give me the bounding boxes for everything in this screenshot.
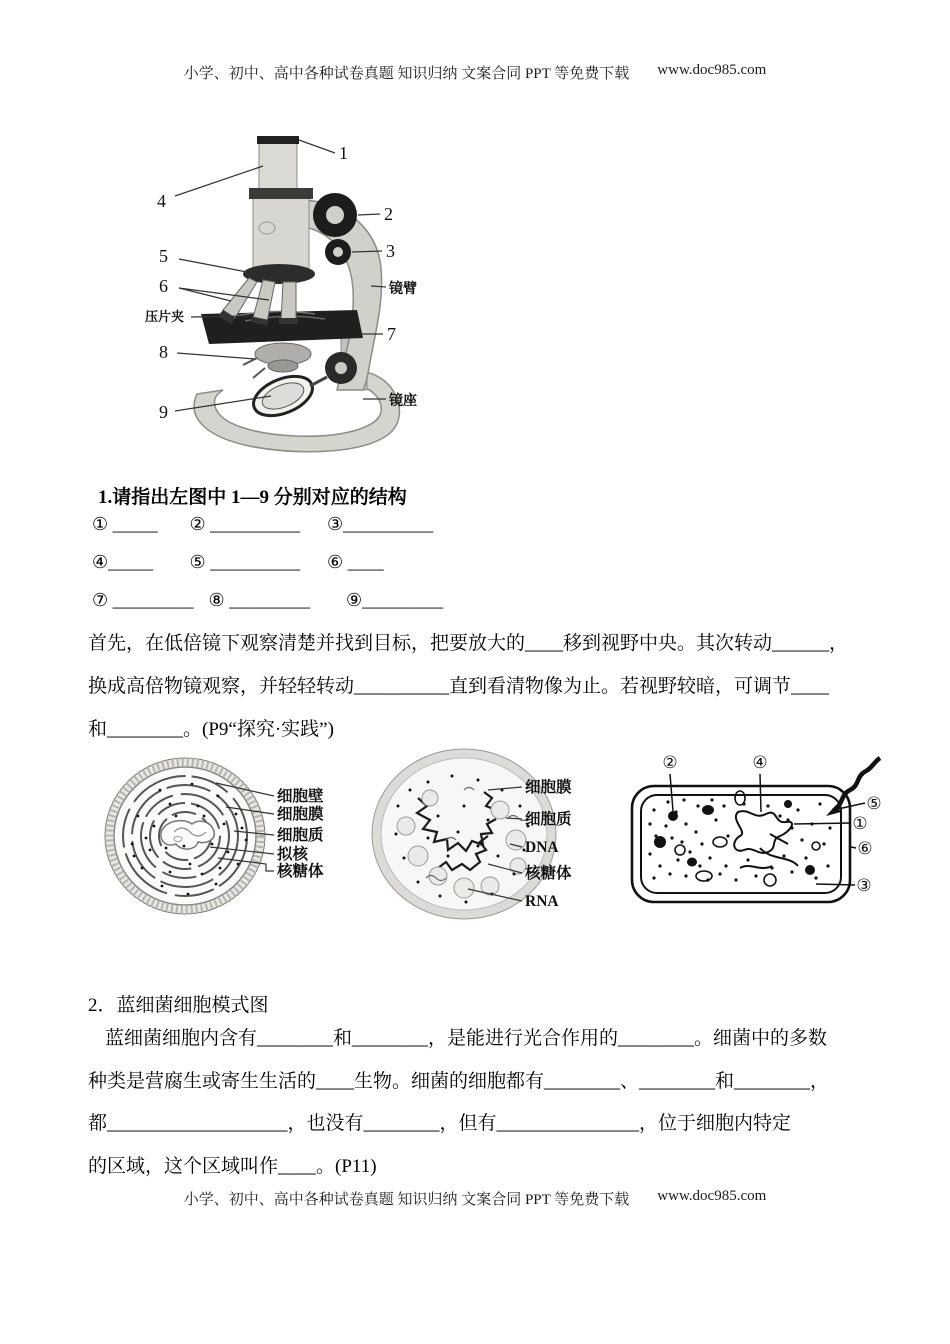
label-ribosome: 核糖体 [277,863,324,880]
para1-line-3: 和________。(P9“探究·实践”) [88,719,334,740]
cyanobacteria-cell-figure [100,752,355,922]
tube-collar [249,188,313,199]
q2-line-4: 的区域，这个区域叫作____。(P11) [88,1155,377,1177]
q1-blank-4: ④_____ [92,552,154,572]
question-1-title: 1.请指出左图中 1—9 分别对应的结构 [98,487,407,508]
coarse-knob-center [326,206,344,224]
microscope-label-base: 镜座 [389,394,417,409]
microscope-label-6: 6 [159,276,168,296]
marker-2: ② [662,753,678,772]
para1-line-2: 换成高倍物镜观察，并轻轻转动__________直到看清物像为止。若视野较暗，可调节____ [88,676,830,697]
question-2-paragraph [88,1018,888,1188]
q2-line-1: 蓝细菌细胞内含有________和________，是能进行光合作用的________。细菌中的多数 [105,1028,828,1049]
label-cell-wall: 细胞壁 [277,788,324,805]
objective-lens-right [281,282,296,322]
question-2-title: 2．蓝细菌细胞模式图 [88,995,269,1016]
bacterium-round-cell-figure [368,746,613,922]
marker-3: ③ [856,876,872,895]
objective-tip-right [279,318,298,324]
diaphragm-lever-2 [253,368,265,378]
q2-line-2: 种类是营腐生或寄生生活的____生物。细菌的细胞都有________、________和________， [88,1070,830,1092]
marker-1: ① [852,814,868,833]
marker-6: ⑥ [857,839,873,858]
para1-line-1: 首先，在低倍镜下观察清楚并找到目标，把要放大的____移到视野中央。其次转动______， [88,633,849,654]
microscope-usage-paragraph [88,622,888,751]
microscope-label-3: 3 [386,241,395,261]
microscope-figure [145,128,465,468]
microscope-label-arm: 镜臂 [389,282,417,297]
q1-blank-9: ⑨_________ [346,590,444,610]
footer-url: www.doc985.com [657,1188,767,1204]
label-cytoplasm: 细胞质 [277,827,324,844]
fine-knob-center [333,247,343,257]
mirror [248,369,318,424]
header-text: 小学、初中、高中各种试卷真题 知识归纳 文案合同 PPT 等免费下载 [183,66,630,82]
microscope-label-4: 4 [157,191,166,211]
q1-blank-row-2 [92,552,384,573]
q1-blank-1: ① _____ [92,514,158,534]
microscope-label-9: 9 [159,402,168,422]
microscope-label-1: 1 [339,143,348,163]
q1-blank-3: ③__________ [327,514,434,534]
label-rna: RNA [525,893,559,910]
label-ribosome: 核糖体 [525,865,572,882]
label-cell-membrane: 细胞膜 [277,806,324,823]
label-cytoplasm: 细胞质 [525,811,572,828]
cell-membrane-outline [641,795,841,893]
microscope-label-2: 2 [384,204,393,224]
q1-blank-8: ⑧ _________ [208,590,311,610]
microscope-label-5: 5 [159,246,168,266]
page-footer [0,1188,950,1209]
marker-4: ④ [752,753,768,772]
microscope-label-8: 8 [159,342,168,362]
bacterium-rect-cell-figure [620,748,895,916]
label-nucleoid: 拟核 [277,846,309,863]
marker-5: ⑤ [866,794,882,813]
header-url: www.doc985.com [657,62,767,78]
q1-blank-2: ② __________ [189,514,301,534]
condenser [268,360,298,372]
q2-line-3: 都___________________，也没有________，但有_______________，位于细胞内特定 [88,1113,792,1134]
footer-text: 小学、初中、高中各种试卷真题 知识归纳 文案合同 PPT 等免费下载 [183,1192,630,1208]
microscope-label-clip: 压片夹 [145,309,185,324]
eyepiece-rim [257,136,299,144]
inclination-joint-center [335,362,347,374]
q1-blank-5: ⑤ __________ [189,552,301,572]
q1-blank-6: ⑥ ____ [327,552,384,572]
eyepiece-tube [259,138,297,196]
label-cell-membrane: 细胞膜 [525,779,572,796]
microscope-label-7: 7 [387,324,396,344]
mirror-fork [310,377,327,386]
q1-blank-row-1 [92,514,433,535]
q1-blank-row-3 [92,590,443,611]
label-dna: DNA [525,839,559,856]
page-header [0,62,950,83]
q1-blank-7: ⑦ _________ [92,590,194,610]
